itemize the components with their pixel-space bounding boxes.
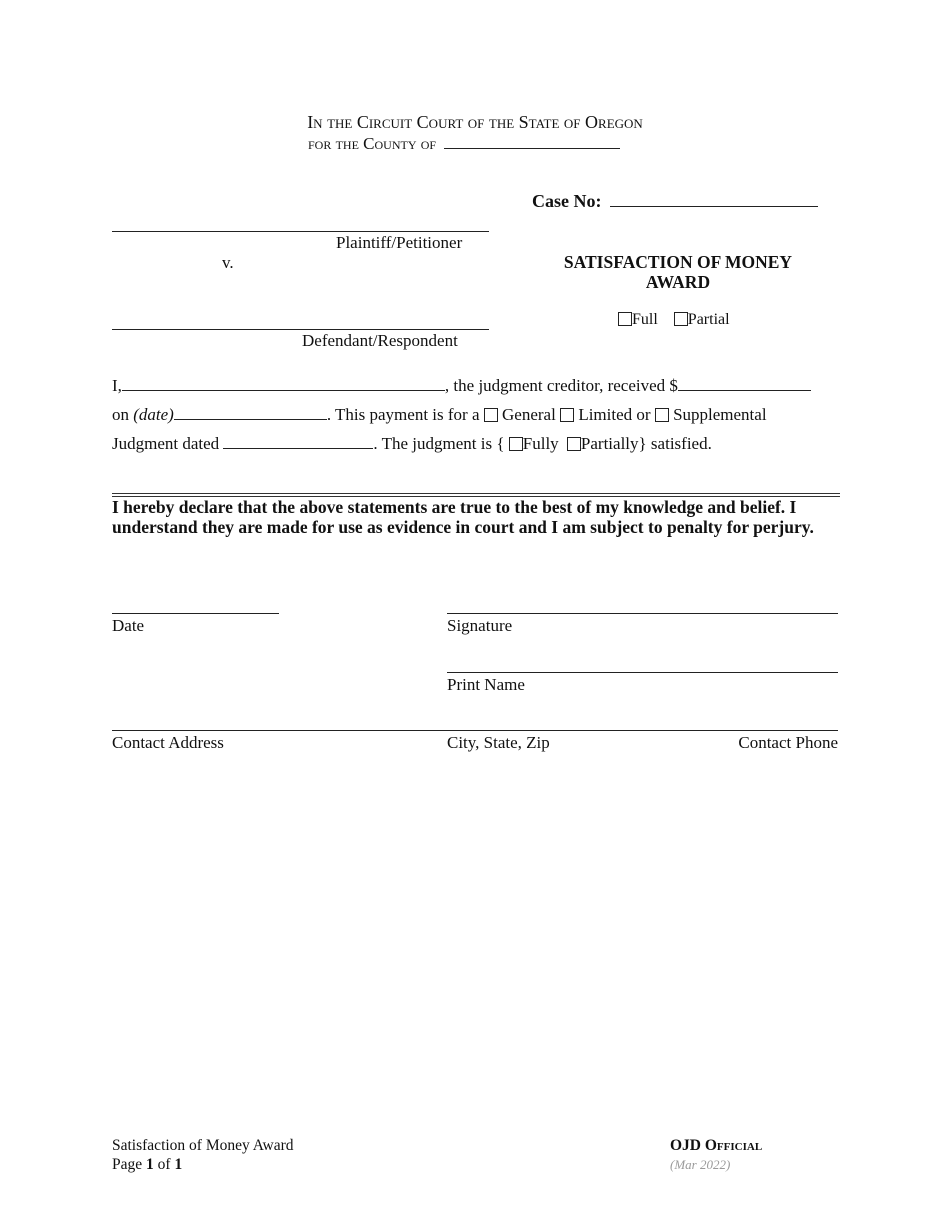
- page-total: 1: [174, 1156, 183, 1173]
- date-field[interactable]: [112, 613, 279, 614]
- title-line-1: SATISFACTION OF MONEY: [563, 252, 793, 272]
- page-word: Page: [112, 1156, 143, 1173]
- page-of: of: [157, 1156, 171, 1173]
- contact-address-label: Contact Address: [112, 733, 224, 752]
- page-current: 1: [146, 1156, 154, 1173]
- judgment-dated-text: Judgment dated: [112, 434, 220, 453]
- full-label: Full: [632, 311, 658, 328]
- fully-label: Fully: [522, 434, 559, 453]
- print-name-field[interactable]: [447, 672, 838, 673]
- title-line-2: AWARD: [645, 272, 711, 292]
- judgment-date-field[interactable]: [223, 434, 373, 449]
- limited-checkbox[interactable]: [560, 408, 574, 422]
- statement-row-1: [112, 376, 811, 396]
- county-line: [308, 134, 620, 154]
- award-type-options: [618, 311, 730, 329]
- statement-prefix: I,: [112, 376, 122, 395]
- statement-row-2: [112, 405, 767, 425]
- payment-date-field[interactable]: [174, 405, 327, 420]
- statement-received-text: , the judgment creditor, received $: [444, 376, 678, 395]
- judgment-status-text: . The judgment is {: [373, 434, 505, 453]
- footer-form-title: Satisfaction of Money Award: [112, 1137, 294, 1154]
- partially-checkbox[interactable]: [567, 437, 581, 451]
- supplemental-label: Supplemental: [673, 405, 767, 424]
- amount-field[interactable]: [678, 376, 811, 391]
- declaration-text: I hereby declare that the above statements are true to the best of my knowledge and belief. I understand they are made for use as evidence in court and I am subject to penalty for perjury.: [112, 497, 814, 537]
- footer-revision-date: (Mar 2022): [670, 1157, 731, 1172]
- defendant-label: Defendant/Respondent: [302, 331, 458, 350]
- county-prefix: for the County of: [308, 134, 437, 153]
- contact-phone-label: Contact Phone: [738, 733, 838, 752]
- on-text: on: [112, 405, 129, 424]
- date-hint: (date): [133, 405, 174, 424]
- case-no-label: Case No:: [532, 191, 602, 211]
- creditor-name-field[interactable]: [122, 376, 445, 391]
- signature-field[interactable]: [447, 613, 838, 614]
- print-name-label: Print Name: [447, 675, 525, 694]
- plaintiff-label: Plaintiff/Petitioner: [336, 233, 463, 252]
- footer-official-mark: OJD Official: [670, 1137, 763, 1154]
- footer-page-number: [112, 1156, 182, 1174]
- case-no-field[interactable]: [610, 192, 818, 207]
- statement-row-3: [112, 434, 712, 454]
- partial-checkbox[interactable]: [674, 312, 688, 326]
- fully-checkbox[interactable]: [509, 437, 523, 451]
- document-title: [522, 252, 834, 292]
- limited-label: Limited or: [578, 405, 651, 424]
- full-checkbox[interactable]: [618, 312, 632, 326]
- versus-label: v.: [222, 253, 234, 272]
- supplemental-checkbox[interactable]: [655, 408, 669, 422]
- defendant-name-field[interactable]: [112, 329, 489, 330]
- payment-type-text: . This payment is for a: [326, 405, 480, 424]
- partially-label: Partially} satisfied.: [580, 434, 712, 453]
- general-label: General: [502, 405, 556, 424]
- date-label: Date: [112, 616, 145, 635]
- contact-info-field[interactable]: [112, 730, 838, 731]
- general-checkbox[interactable]: [484, 408, 498, 422]
- court-heading: In the Circuit Court of the State of Oregon: [307, 112, 643, 132]
- plaintiff-name-field[interactable]: [112, 231, 489, 232]
- partial-label: Partial: [687, 311, 730, 328]
- signature-label: Signature: [447, 616, 513, 635]
- case-number-row: [532, 191, 818, 212]
- city-state-zip-label: City, State, Zip: [447, 733, 550, 752]
- county-field[interactable]: [444, 134, 620, 149]
